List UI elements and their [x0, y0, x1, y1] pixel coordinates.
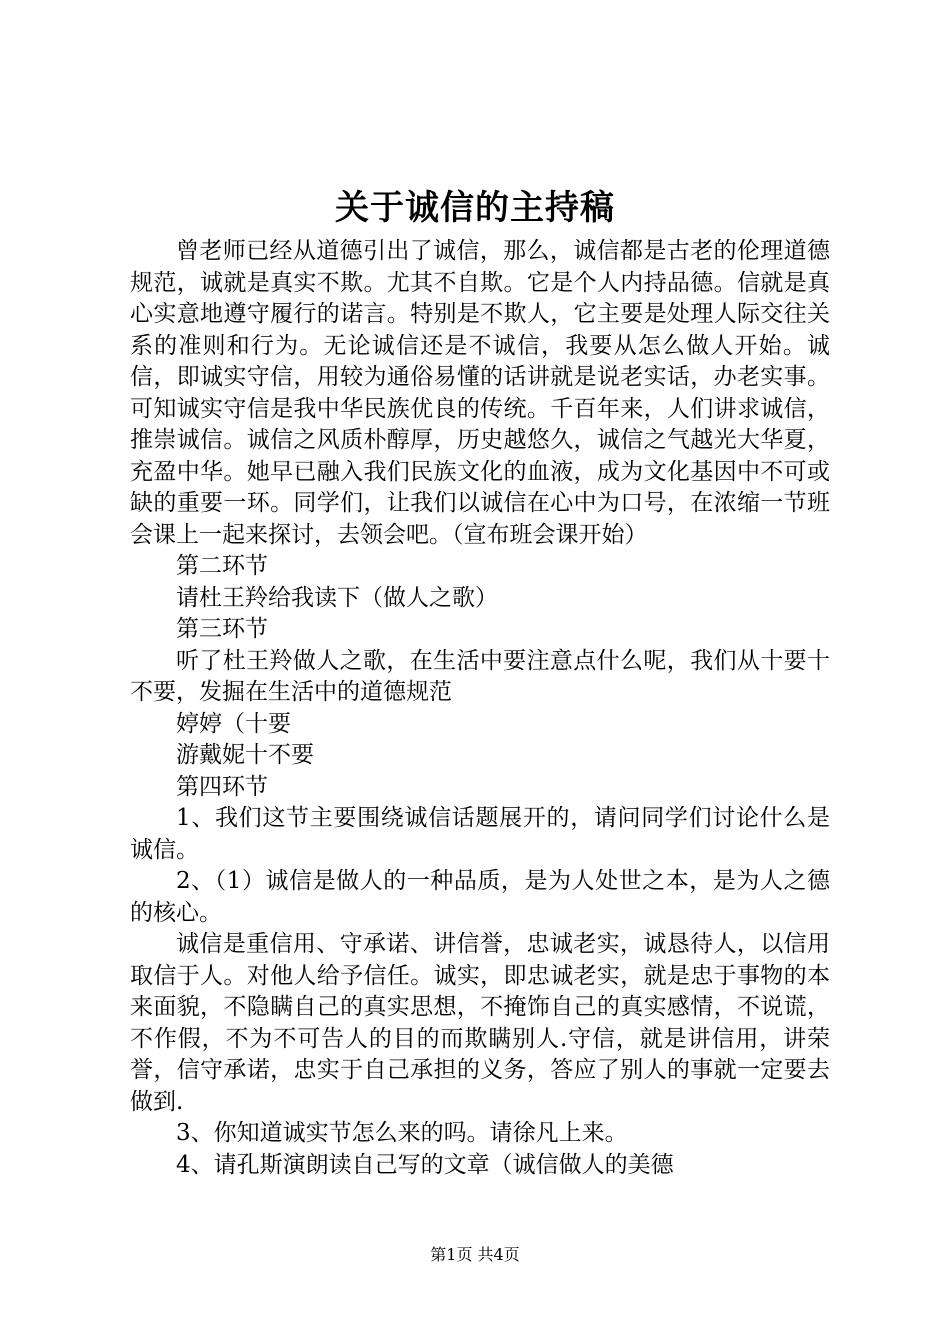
paragraph-item-2: 2、（1）诚信是做人的一种品质，是为人处世之本，是为人之德的核心。: [130, 868, 830, 926]
paragraph-intro: 曾老师已经从道德引出了诚信，那么，诚信都是古老的伦理道德规范，诚就是真实不欺。尤其不自欺。它是个人内持品德。信就是真心实意地遵守履行的诺言。特别是不欺人，它主要是处理人际交往关系的准则和行为。无论诚信还是不诚信，我要从怎么做人开始。诚信，即诚实守信，用较为通俗易懂的话讲就是说老实话，办老实事。可知诚实守信是我中华民族优良的传统。千百年来，人们讲求诚信，推崇诚信。诚信之风质朴醇厚，历史越悠久，诚信之气越光大华夏，充盈中华。她早已融入我们民族文化的血液，成为文化基因中不可或缺的重要一环。同学们，让我们以诚信在心中为口号，在浓缩一节班会课上一起来探讨，去领会吧。（宣布班会课开始）: [130, 238, 830, 548]
paragraph-section-3-heading: 第三环节: [176, 616, 268, 642]
document-title: 关于诚信的主持稿: [335, 188, 615, 228]
document-body: [130, 236, 830, 1181]
paragraph-section-3-text: 听了杜王羚做人之歌，在生活中要注意点什么呢，我们从十要十不要，发掘在生活中的道德规范: [130, 647, 830, 705]
page-number-footer: 第1页 共4页: [430, 1245, 520, 1264]
paragraph-section-2-heading: 第二环节: [176, 553, 268, 579]
paragraph-ten-donts: 游戴妮十不要: [176, 742, 314, 768]
paragraph-integrity-definition: 诚信是重信用、守承诺、讲信誉，忠诚老实，诚恳待人，以信用取信于人。对他人给予信任。诚实，即忠诚老实，就是忠于事物的本来面貌，不隐瞒自己的真实思想，不掩饰自己的真实感情，不说谎，不作假，不为不可告人的目的而欺瞒别人.守信，就是讲信用，讲荣誉，信守承诺，忠实于自己承担的义务，答应了别人的事就一定要去做到.: [130, 931, 830, 1115]
paragraph-section-4-heading: 第四环节: [176, 773, 268, 800]
paragraph-item-4: 4、请孔斯演朗读自己写的文章（诚信做人的美德: [176, 1151, 674, 1178]
paragraph-item-3: 3、你知道诚实节怎么来的吗。请徐凡上来。: [176, 1120, 628, 1146]
paragraph-ten-dos: 婷婷（十要: [176, 710, 291, 737]
paragraph-reading-request: 请杜王羚给我读下（做人之歌）: [176, 584, 498, 611]
paragraph-item-1: 1、我们这节主要围绕诚信话题展开的，请问同学们讨论什么是诚信。: [130, 805, 830, 863]
